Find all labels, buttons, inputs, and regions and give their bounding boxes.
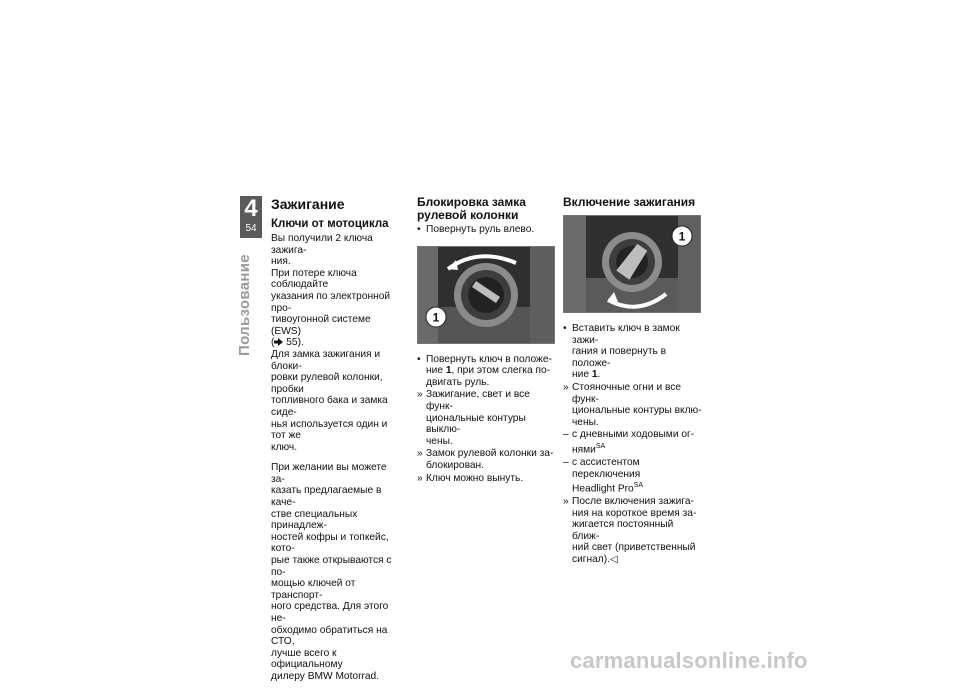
- step-turn-handlebar: • Повернуть руль влево.: [417, 224, 535, 235]
- callout-1: 1: [678, 229, 686, 244]
- result-steering-locked: » Замок рулевой колонки за- блокирован.: [417, 448, 554, 471]
- end-of-section-icon: ◁: [609, 554, 618, 566]
- chapter-number: 4: [244, 195, 258, 222]
- chapter-side-title: Пользование: [236, 254, 253, 356]
- subsection-title-keys: Ключи от мотоцикла: [271, 218, 389, 230]
- step-turn-key: • Повернуть ключ в положе- ние 1, при этом слегка по- двигать руль.: [417, 353, 552, 388]
- ignition-lock-photo-on: [563, 215, 701, 313]
- column-switch-on-ignition: [563, 196, 703, 567]
- section-title-ignition: Зажигание: [271, 196, 345, 212]
- section-title-steering-lock: Блокировка замка рулевой колонки: [417, 195, 526, 222]
- column-steering-lock: [417, 196, 557, 485]
- option-headlight-pro: – с ассистентом переключения Headlight Pro$^{SA}$: [563, 456, 644, 495]
- result-ignition-off: » Зажигание, свет и все функ- циональные контуры выклю- чены.: [417, 389, 530, 447]
- section-title-switch-on: Включение зажигания: [563, 195, 696, 209]
- column-keys: [271, 196, 403, 692]
- result-key-removable: » Ключ можно вынуть.: [417, 472, 524, 484]
- result-welcome-light: » После включения зажига- ния на короткое время за- жигается постоянный ближ- ний свет (приветственный сигнал).◁: [563, 496, 697, 566]
- step-insert-key: • Вставить ключ в замок зажи- гания и повернуть в положе- ние 1.: [563, 323, 680, 381]
- page-ref-arrow-icon: [274, 337, 283, 348]
- result-lights-on: » Стояночные огни и все функ- циональные контуры вклю- чены.: [563, 381, 702, 428]
- paragraph-keys-received: Вы получили 2 ключа зажига- ния. При потере ключа соблюдайте указания по электронной про- тивоугонной системе (EWS) ( 55). Для замка зажигания и блоки- ровки рулевой колонки, пробки топливного бака и замка сиде- нья используется один и тот же ключ.: [271, 233, 391, 453]
- chapter-tab: [240, 196, 262, 238]
- page-number: 54: [245, 223, 257, 234]
- option-daytime-running-lights: – с дневными ходовыми ог- нями$^{SA}$: [563, 429, 695, 456]
- paragraph-accessories: При желании вы можете за- казать предлагаемые в каче- стве специальных принадлеж- ностей кофры и топкейс, кото- рые также открываются с по- мощью ключей от транспорт- ного средства. Для этого не- обходимо обратиться на СТО, лучше всего к официальному дилеру BMW Motorrad.: [271, 462, 392, 682]
- callout-1: 1: [432, 310, 440, 325]
- page-ref: 55).: [286, 337, 304, 349]
- ignition-lock-photo-lock: [417, 246, 555, 344]
- watermark: carmanualsonline.info: [570, 648, 808, 673]
